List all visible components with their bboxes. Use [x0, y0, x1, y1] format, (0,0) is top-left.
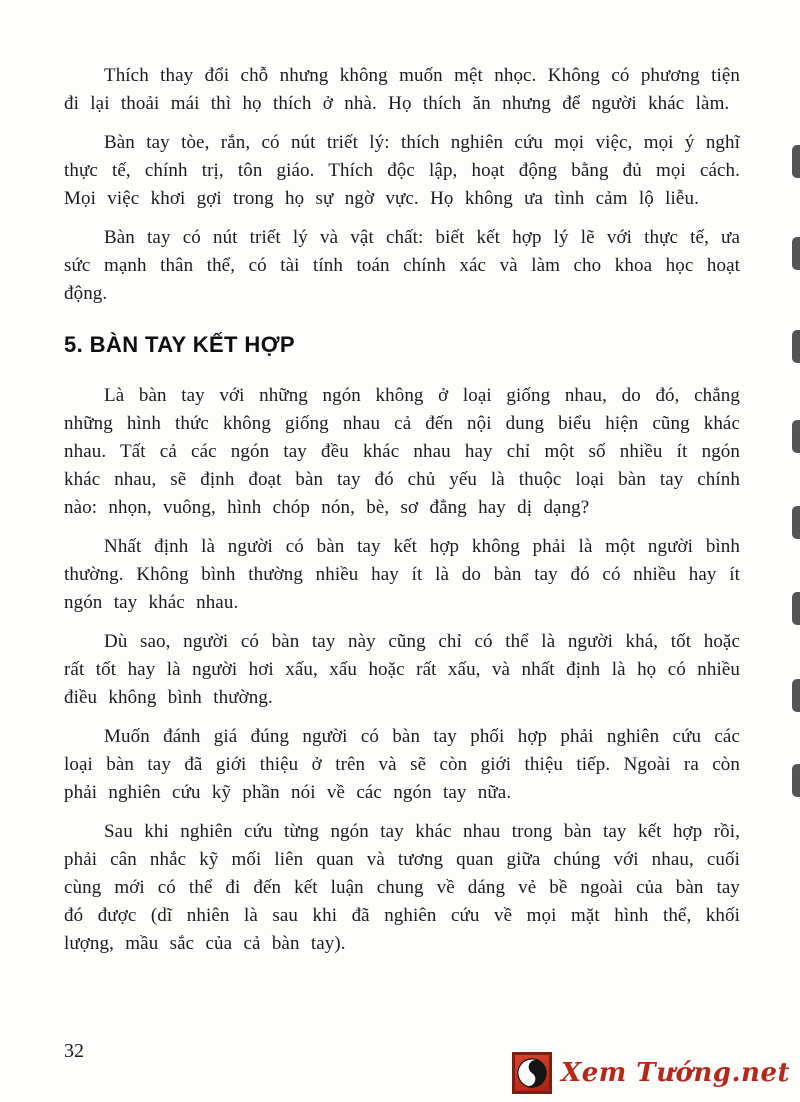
section-heading: 5. BÀN TAY KẾT HỢP: [64, 332, 295, 357]
page-number: 32: [64, 1040, 84, 1062]
scan-mark: [792, 420, 800, 453]
scan-mark: [792, 237, 800, 270]
page-content: [64, 62, 740, 969]
paragraph: Bàn tay tòe, rắn, có nút triết lý: thích nghiên cứu mọi việc, mọi ý nghĩ thực tế, chính trị, tôn giáo. Thích độc lập, hoạt động bằng đủ mọi cách. Mọi việc khơi gợi trong họ sự ngờ vực. Họ không ưa tình cảm lộ liễu.: [64, 132, 740, 209]
watermark: [512, 1052, 790, 1094]
scan-mark: [792, 330, 800, 363]
paragraph: Sau khi nghiên cứu từng ngón tay khác nhau trong bàn tay kết hợp rồi, phải cân nhắc kỹ mối liên quan và tương quan giữa chúng với nhau, cuối cùng mới có thể đi đến kết luận chung về dáng vẻ bề ngoài của bàn tay đó được (dĩ nhiên là sau khi đã nghiên cứu về mọi mặt hình thể, khối lượng, mầu sắc của cả bàn tay).: [64, 821, 740, 954]
paragraph: Dù sao, người có bàn tay này cũng chỉ có thể là người khá, tốt hoặc rất tốt hay là người hơi xấu, xấu hoặc rất xấu, và nhất định là họ có nhiều điều không bình thường.: [64, 631, 740, 708]
paragraph: Là bàn tay với những ngón không ở loại giống nhau, do đó, chẳng những hình thức không giống nhau cả đến nội dung biểu hiện cũng khác nhau. Tất cả các ngón tay đều khác nhau hay chỉ một số nhiều ít ngón khác nhau, sẽ định đoạt bàn tay đó chủ yếu là thuộc loại bàn tay chính nào: nhọn, vuông, hình chóp nón, bè, sơ đẳng hay dị dạng?: [64, 385, 740, 518]
scan-mark: [792, 592, 800, 625]
paragraph: Thích thay đổi chỗ nhưng không muốn mệt nhọc. Không có phương tiện đi lại thoải mái thì họ thích ở nhà. Họ thích ăn nhưng để người khác làm.: [64, 65, 740, 114]
scan-mark: [792, 506, 800, 539]
watermark-site-name: Xem Tướng.net: [561, 1058, 790, 1088]
yin-yang-icon: [512, 1052, 552, 1094]
paragraph: Bàn tay có nút triết lý và vật chất: biết kết hợp lý lẽ với thực tế, ưa sức mạnh thân thể, có tài tính toán chính xác và làm cho khoa học hoạt động.: [64, 227, 740, 304]
paragraph: Muốn đánh giá đúng người có bàn tay phối hợp phải nghiên cứu các loại bàn tay đã giới thiệu ở trên và sẽ còn giới thiệu tiếp. Ngoài ra còn phải nghiên cứu kỹ phần nói về các ngón tay nữa.: [64, 726, 740, 803]
scan-mark: [792, 679, 800, 712]
paragraph: Nhất định là người có bàn tay kết hợp không phải là một người bình thường. Không bình thường nhiều hay ít là do bàn tay đó có nhiều hay ít ngón tay khác nhau.: [64, 536, 740, 613]
scan-mark: [792, 764, 800, 797]
scan-mark: [792, 145, 800, 178]
